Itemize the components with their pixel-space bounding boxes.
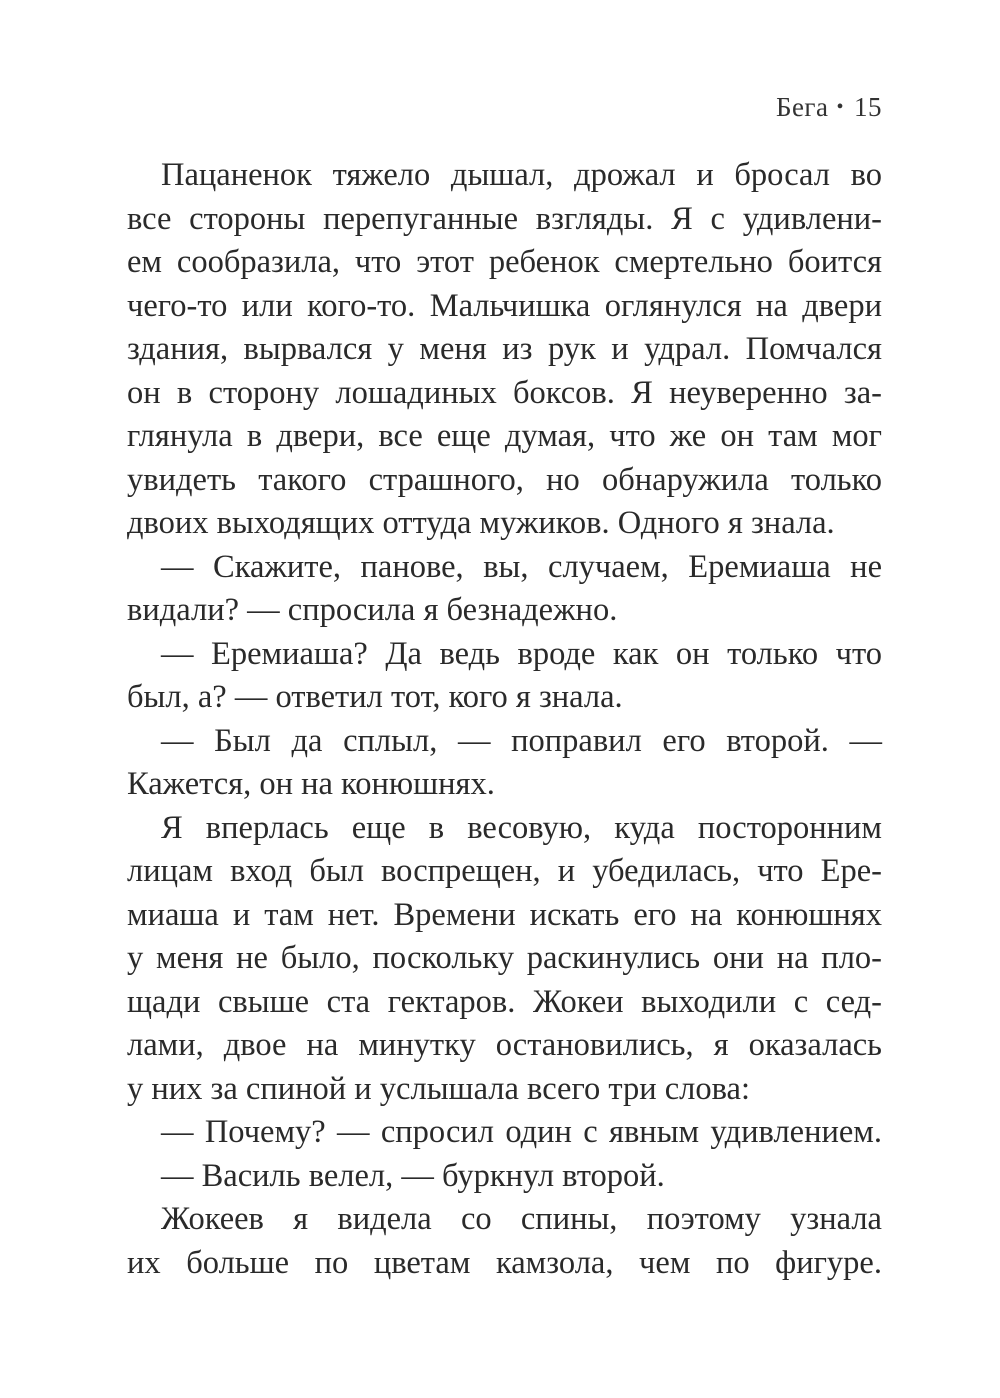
text-line: видали? — спросила я безнадежно. bbox=[127, 592, 618, 628]
text-line: чего-то или кого-то. Мальчишка оглянулся на двери bbox=[127, 287, 882, 324]
text-line: ем сообразила, что этот ребенок смертельно боится bbox=[127, 244, 882, 280]
text-line: он в сторону лошадиных боксов. Я неуверенно за- bbox=[127, 374, 882, 411]
text-line: все стороны перепуганные взгляды. Я с удивлени- bbox=[127, 200, 882, 237]
text-line: у них за спиной и услышала всего три слова: bbox=[127, 1070, 750, 1107]
text-line: их больше по цветам камзола, чем по фигуре. bbox=[127, 1244, 882, 1281]
text-line: щади свыше ста гектаров. Жокеи выходили с сед- bbox=[127, 983, 882, 1020]
header-separator: • bbox=[836, 96, 844, 118]
text-line: — Скажите, панове, вы, случаем, Еремиаша не bbox=[161, 548, 882, 585]
section-title: Бега bbox=[775, 92, 829, 122]
text-line: двоих выходящих оттуда мужиков. Одного я знала. bbox=[127, 505, 835, 541]
text-line: Пацаненок тяжело дышал, дрожал и бросал во bbox=[161, 157, 882, 193]
text-line: — Еремиаша? Да ведь вроде как он только что bbox=[161, 635, 882, 672]
text-line: — Почему? — спросил один с явным удивлением. bbox=[161, 1114, 882, 1150]
body-text bbox=[127, 154, 882, 1285]
text-line: — Был да сплыл, — поправил его второй. — bbox=[161, 722, 882, 759]
text-line: Кажется, он на конюшнях. bbox=[127, 766, 495, 802]
running-head bbox=[776, 92, 882, 123]
text-line: увидеть такого страшного, но обнаружила только bbox=[127, 461, 882, 498]
text-line: Я вперлась еще в весовую, куда посторонним bbox=[161, 809, 882, 846]
text-line: у меня не было, поскольку раскинулись они на пло- bbox=[127, 940, 882, 976]
text-line: лами, двое на минутку остановились, я оказалась bbox=[127, 1027, 882, 1063]
text-line: лицам вход был воспрещен, и убедилась, что Ере- bbox=[127, 853, 882, 889]
text-line: был, а? — ответил тот, кого я знала. bbox=[127, 679, 623, 715]
text-line: глянула в двери, все еще думая, что же он там мог bbox=[127, 418, 882, 454]
text-line: Жокеев я видела со спины, поэтому узнала bbox=[161, 1201, 882, 1237]
page-number: 15 bbox=[854, 92, 882, 122]
text-line: миаша и там нет. Времени искать его на конюшнях bbox=[127, 896, 882, 933]
text-line: — Василь велел, — буркнул второй. bbox=[161, 1157, 665, 1194]
text-line: здания, вырвался у меня из рук и удрал. Помчался bbox=[127, 331, 882, 367]
